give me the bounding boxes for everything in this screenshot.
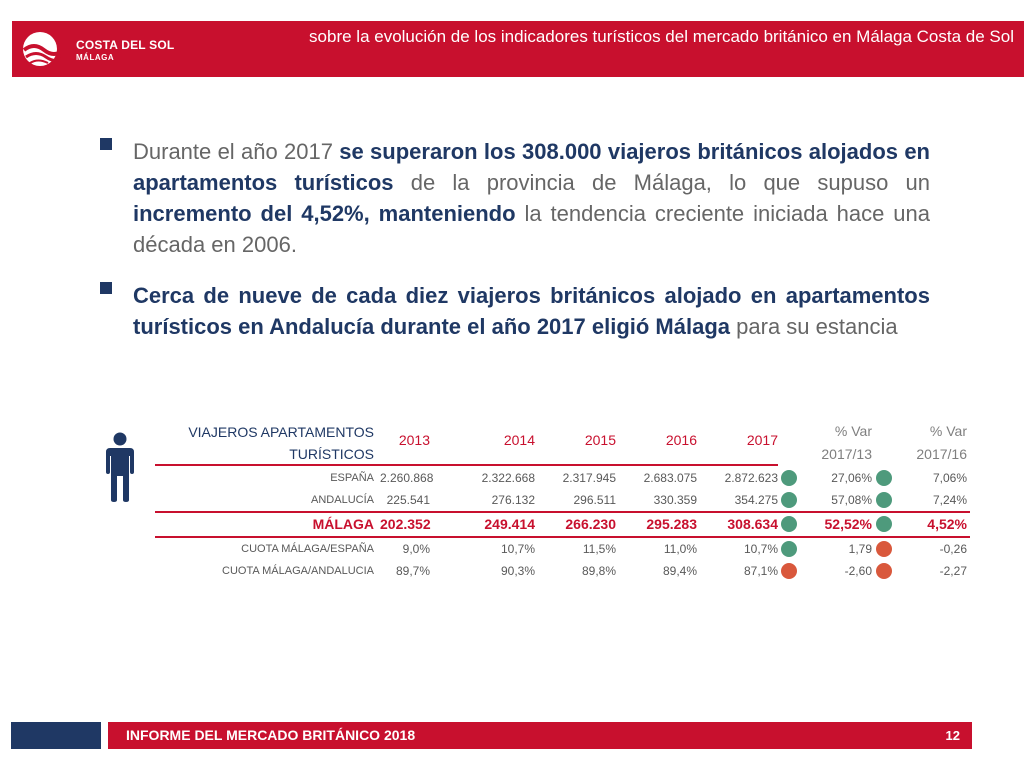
- year-header: 2015: [584, 432, 616, 448]
- footer-accent: [11, 722, 101, 749]
- table-cell: 295.283: [646, 516, 697, 532]
- bullet-2-text: para su estancia: [730, 314, 898, 339]
- table-row-cuota-andalucia: [155, 560, 970, 582]
- bullet-1-text: la tendencia creciente iniciada hace una década en 2006.: [133, 201, 930, 257]
- table-cell: 2.872.623: [724, 471, 778, 485]
- trend-down-icon: [876, 541, 892, 557]
- table-title-line: VIAJEROS APARTAMENTOS: [188, 424, 374, 440]
- table-row-cuota-espana: [155, 538, 970, 560]
- table-cell: 308.634: [727, 516, 778, 532]
- table-cell: 225.541: [386, 493, 430, 507]
- var-cell: -2,27: [939, 564, 967, 578]
- bullet-square-icon: [100, 138, 112, 150]
- logo: [18, 28, 178, 70]
- row-label: MÁLAGA: [312, 516, 374, 532]
- table-row-espana: [155, 467, 970, 489]
- trend-up-icon: [876, 516, 892, 532]
- table-cell: 10,7%: [743, 542, 778, 556]
- var-cell: 1,79: [848, 542, 872, 556]
- var-cell: -0,26: [939, 542, 967, 556]
- table-cell: 2.322.668: [481, 471, 535, 485]
- table-cell: 11,5%: [582, 542, 616, 556]
- var-header-2017-13: [805, 420, 872, 466]
- header-divider: [155, 464, 778, 466]
- year-header: 2013: [398, 432, 430, 448]
- bullet-2-bold: Cerca de nueve de cada diez viajeros británicos alojado en apartamentos turísticos en Andalucía durante el año 2017 eligió Málaga: [133, 283, 930, 339]
- table-cell: 249.414: [484, 516, 535, 532]
- footer-title: INFORME DEL MERCADO BRITÁNICO 2018: [126, 727, 416, 743]
- bullet-1-text: Durante el año 2017: [133, 139, 340, 164]
- bullet-list: [100, 136, 930, 342]
- table-cell: 354.275: [734, 493, 778, 507]
- year-header: 2014: [503, 432, 535, 448]
- table-cell: 296.511: [573, 493, 616, 507]
- table-cell: 10,7%: [500, 542, 535, 556]
- year-header: 2016: [665, 432, 697, 448]
- table-cell: 276.132: [491, 493, 535, 507]
- table-title-line: TURÍSTICOS: [289, 446, 374, 462]
- var-header-line: % Var: [929, 423, 967, 439]
- page-number: 12: [945, 728, 960, 743]
- trend-up-icon: [781, 492, 797, 508]
- trend-down-icon: [781, 563, 797, 579]
- var-header-line: 2017/16: [916, 446, 967, 462]
- var-cell: 4,52%: [927, 516, 967, 532]
- var-header-line: 2017/13: [821, 446, 872, 462]
- var-cell: 7,06%: [932, 471, 967, 485]
- var-cell: 52,52%: [824, 516, 872, 532]
- table-cell: 2.260.868: [380, 471, 434, 485]
- table-cell: 87,1%: [743, 564, 778, 578]
- costa-del-sol-logo-icon: [18, 28, 68, 70]
- row-label: CUOTA MÁLAGA/ESPAÑA: [241, 543, 374, 555]
- header-bar: [12, 21, 1024, 77]
- table-title: [155, 421, 374, 465]
- var-cell: 7,24%: [932, 493, 967, 507]
- table-cell: 89,4%: [662, 564, 697, 578]
- footer-bar: [108, 722, 972, 749]
- table-cell: 90,3%: [500, 564, 535, 578]
- var-header-line: % Var: [834, 423, 872, 439]
- table-row-malaga: [155, 512, 970, 536]
- trend-up-icon: [876, 492, 892, 508]
- bullet-2: [100, 280, 930, 342]
- row-label: ANDALUCÍA: [311, 494, 374, 506]
- var-cell: 27,06%: [831, 471, 872, 485]
- table-cell: 11,0%: [663, 542, 697, 556]
- trend-up-icon: [781, 541, 797, 557]
- table-cell: 89,7%: [395, 564, 430, 578]
- logo-text: COSTA DEL SOL: [76, 38, 175, 52]
- year-header: 2017: [746, 432, 778, 448]
- bullet-1-text: de la provincia de Málaga, lo que supuso un: [393, 170, 930, 195]
- logo-subtext: MÁLAGA: [76, 53, 115, 62]
- trend-up-icon: [876, 470, 892, 486]
- var-cell: -2,60: [844, 564, 872, 578]
- bullet-square-icon: [100, 282, 112, 294]
- trend-up-icon: [781, 470, 797, 486]
- row-label: ESPAÑA: [330, 472, 374, 484]
- table-row-andalucia: [155, 489, 970, 511]
- bullet-1: [100, 136, 930, 260]
- table-cell: 202.352: [380, 516, 431, 532]
- bullet-1-bold: incremento del 4,52%, manteniendo: [133, 201, 516, 226]
- header-title: sobre la evolución de los indicadores turísticos del mercado británico en Málaga Costa de Sol: [309, 27, 1014, 46]
- table-cell: 330.359: [653, 493, 697, 507]
- person-icon: [104, 432, 136, 502]
- table-cell: 9,0%: [402, 542, 430, 556]
- var-header-2017-16: [900, 420, 967, 466]
- table-cell: 89,8%: [581, 564, 616, 578]
- bullet-1-bold: se superaron los 308.000 viajeros británicos alojados en apartamentos turísticos: [133, 139, 930, 195]
- table-cell: 2.317.945: [562, 471, 616, 485]
- table-cell: 2.683.075: [643, 471, 697, 485]
- trend-down-icon: [876, 563, 892, 579]
- var-cell: 57,08%: [831, 493, 872, 507]
- row-label: CUOTA MÁLAGA/ANDALUCIA: [222, 565, 374, 577]
- trend-up-icon: [781, 516, 797, 532]
- table-cell: 266.230: [565, 516, 616, 532]
